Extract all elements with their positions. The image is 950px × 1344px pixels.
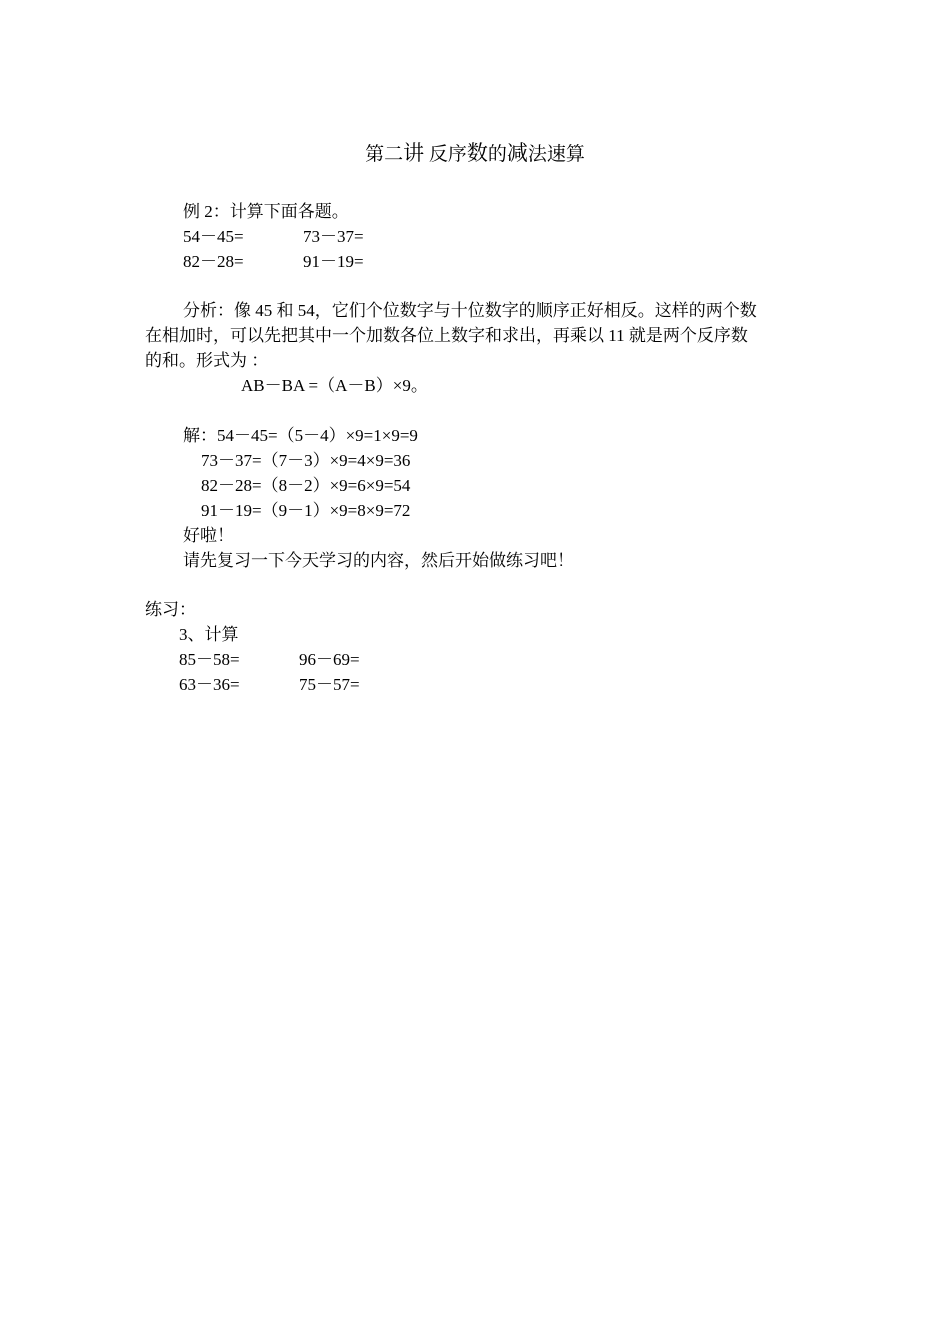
practice-heading: 练习： [145,600,196,619]
practice-problem: 75－57= [299,675,360,694]
analysis-line: 在相加时，可以先把其中一个加数各位上数字和求出，再乘以 11 就是两个反序数 [145,326,748,345]
title-part-4: 数 [466,141,488,165]
solution-line: 82－28=（8－2）×9=6×9=54 [201,476,411,495]
example-problem: 91－19= [303,252,364,271]
good-text: 好啦！ [183,526,234,545]
practice-problem: 96－69= [299,650,360,669]
title-part-2: 讲 [403,141,425,165]
practice-item: 3、计算 [179,625,239,644]
title-part-5: 的 [487,144,507,165]
page-title [0,140,950,168]
solution-line: 解：54－45=（5－4）×9=1×9=9 [183,426,418,445]
analysis-line: 的和。形式为 ： [145,351,269,370]
title-part-3: 反序 [424,144,467,165]
review-text: 请先复习一下今天学习的内容，然后开始做练习吧！ [183,551,574,570]
title-part-1: 第二 [365,144,404,165]
analysis-line: 分析：像 45 和 54，它们个位数字与十位数字的顺序正好相反。这样的两个数 [183,301,757,320]
example-heading: 例 2：计算下面各题。 [183,202,349,221]
example-problem: 73－37= [303,227,364,246]
solution-line: 73－37=（7－3）×9=4×9=36 [201,451,411,470]
solution-line: 91－19=（9－1）×9=8×9=72 [201,501,411,520]
title-part-7: 法速算 [527,144,585,165]
practice-problem: 63－36= [179,675,240,694]
title-part-6: 减 [506,141,528,165]
practice-problem: 85－58= [179,650,240,669]
analysis-formula: AB－BA =（A－B）×9。 [241,376,428,395]
example-problem: 82－28= [183,252,244,271]
example-problem: 54－45= [183,227,244,246]
